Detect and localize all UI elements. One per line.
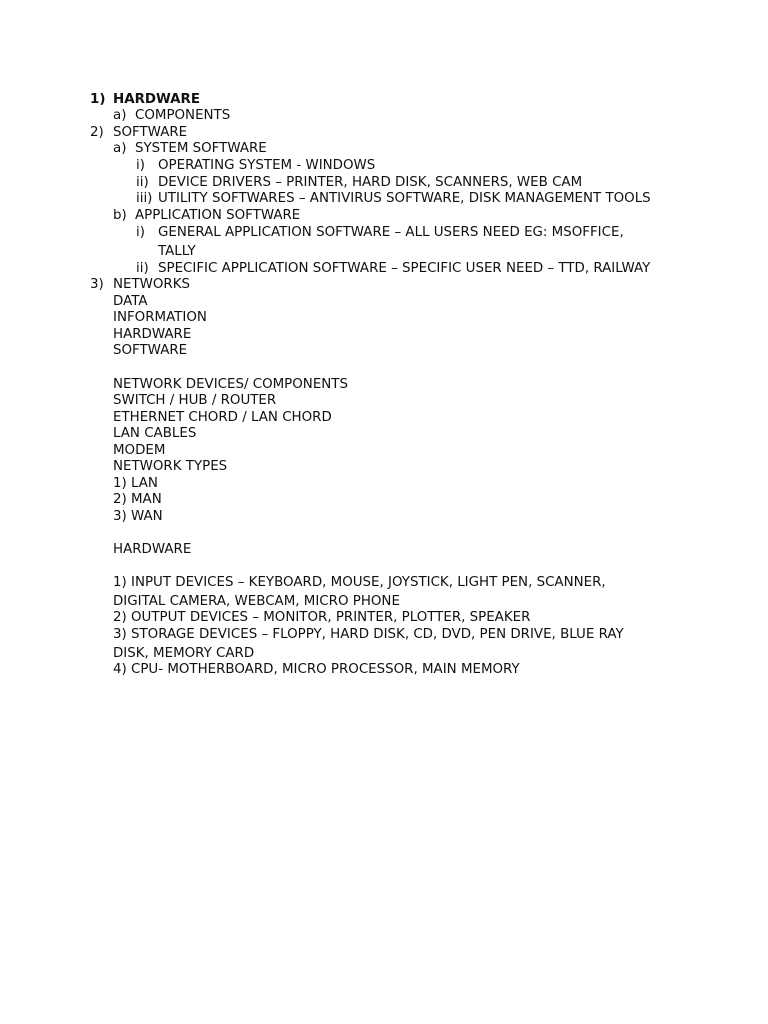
- outline-item-device-drivers: DEVICE DRIVERS – PRINTER, HARD DISK, SCANNERS, WEB CAM: [158, 175, 583, 190]
- hardware-line: 4) CPU- MOTHERBOARD, MICRO PROCESSOR, MAIN MEMORY: [113, 662, 520, 677]
- networks-line: 2) MAN: [113, 492, 162, 507]
- outline-heading-software: SOFTWARE: [113, 125, 188, 140]
- networks-line: NETWORK TYPES: [113, 459, 228, 474]
- networks-line: 1) LAN: [113, 476, 158, 491]
- outline-number-2a-iii: iii): [136, 191, 153, 206]
- networks-line: ETHERNET CHORD / LAN CHORD: [113, 410, 332, 425]
- networks-line: LAN CABLES: [113, 426, 197, 441]
- outline-item-utility-softwares: UTILITY SOFTWARES – ANTIVIRUS SOFTWARE, DISK MANAGEMENT TOOLS: [158, 191, 651, 206]
- outline-item-components: COMPONENTS: [135, 108, 231, 123]
- outline-heading-networks: NETWORKS: [113, 277, 191, 292]
- outline-number-2a: a): [113, 141, 127, 156]
- outline-number-2a-i: i): [136, 158, 145, 173]
- hardware-line: 2) OUTPUT DEVICES – MONITOR, PRINTER, PLOTTER, SPEAKER: [113, 610, 531, 625]
- outline-item-specific-application-software: SPECIFIC APPLICATION SOFTWARE – SPECIFIC USER NEED – TTD, RAILWAY: [158, 261, 651, 276]
- outline-number-2a-ii: ii): [136, 175, 149, 190]
- networks-line: SWITCH / HUB / ROUTER: [113, 393, 277, 408]
- outline-item-system-software: SYSTEM SOFTWARE: [135, 141, 267, 156]
- hardware-line: DIGITAL CAMERA, WEBCAM, MICRO PHONE: [113, 594, 400, 609]
- outline-item-operating-system: OPERATING SYSTEM - WINDOWS: [158, 158, 376, 173]
- hardware-line: DISK, MEMORY CARD: [113, 646, 255, 661]
- networks-line: NETWORK DEVICES/ COMPONENTS: [113, 377, 348, 392]
- outline-number-3: 3): [90, 277, 104, 292]
- outline-item-application-software: APPLICATION SOFTWARE: [135, 208, 301, 223]
- outline-item-general-application-software: GENERAL APPLICATION SOFTWARE – ALL USERS NEED EG: MSOFFICE,: [158, 225, 624, 240]
- outline-item-general-application-software-continued: TALLY: [158, 244, 196, 259]
- outline-number-2: 2): [90, 125, 104, 140]
- networks-line: HARDWARE: [113, 327, 192, 342]
- hardware-line: 3) STORAGE DEVICES – FLOPPY, HARD DISK, CD, DVD, PEN DRIVE, BLUE RAY: [113, 627, 624, 642]
- outline-number-1: 1): [90, 92, 106, 107]
- outline-number-2b-i: i): [136, 225, 145, 240]
- outline-number-2b-ii: ii): [136, 261, 149, 276]
- networks-line: 3) WAN: [113, 509, 163, 524]
- outline-heading-hardware: HARDWARE: [113, 92, 200, 107]
- networks-line: SOFTWARE: [113, 343, 188, 358]
- hardware-line: 1) INPUT DEVICES – KEYBOARD, MOUSE, JOYSTICK, LIGHT PEN, SCANNER,: [113, 575, 606, 590]
- outline-number-1a: a): [113, 108, 127, 123]
- networks-line: INFORMATION: [113, 310, 207, 325]
- networks-line: MODEM: [113, 443, 166, 458]
- outline-number-2b: b): [113, 208, 127, 223]
- hardware-section-heading: HARDWARE: [113, 542, 192, 557]
- networks-line: DATA: [113, 294, 148, 309]
